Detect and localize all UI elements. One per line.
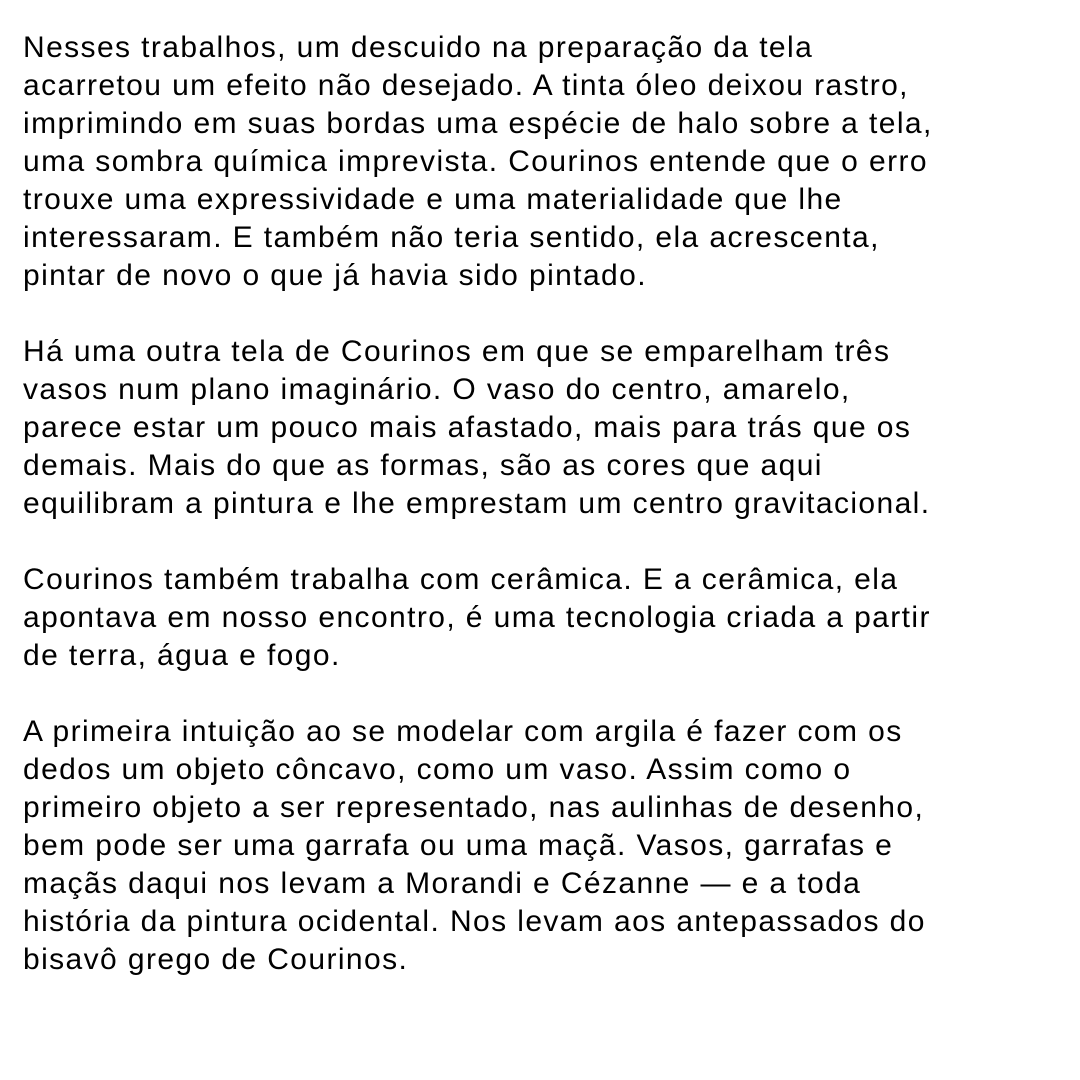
- paragraph-line: demais. Mais do que as formas, são as cores que aqui: [23, 449, 823, 482]
- paragraph-1: [23, 29, 1063, 295]
- paragraph-line: Nesses trabalhos, um descuido na preparação da tela: [23, 31, 814, 64]
- paragraph-4: [23, 713, 1063, 979]
- paragraph-line: bem pode ser uma garrafa ou uma maçã. Vasos, garrafas e: [23, 829, 894, 862]
- paragraph-line: bisavô grego de Courinos.: [23, 943, 409, 976]
- paragraph-line: Há uma outra tela de Courinos em que se emparelham três: [23, 335, 891, 368]
- text-page: [23, 29, 1063, 1017]
- paragraph-line: dedos um objeto côncavo, como um vaso. Assim como o: [23, 753, 852, 786]
- paragraph-2: [23, 333, 1063, 523]
- paragraph-line: pintar de novo o que já havia sido pintado.: [23, 259, 647, 292]
- paragraph-line: primeiro objeto a ser representado, nas aulinhas de desenho,: [23, 791, 925, 824]
- paragraph-line: Courinos também trabalha com cerâmica. E a cerâmica, ela: [23, 563, 899, 596]
- paragraph-line: de terra, água e fogo.: [23, 639, 341, 672]
- paragraph-line: acarretou um efeito não desejado. A tinta óleo deixou rastro,: [23, 69, 909, 102]
- paragraph-line: uma sombra química imprevista. Courinos entende que o erro: [23, 145, 928, 178]
- paragraph-line: vasos num plano imaginário. O vaso do centro, amarelo,: [23, 373, 851, 406]
- paragraph-line: parece estar um pouco mais afastado, mais para trás que os: [23, 411, 912, 444]
- paragraph-line: trouxe uma expressividade e uma materialidade que lhe: [23, 183, 843, 216]
- paragraph-line: A primeira intuição ao se modelar com argila é fazer com os: [23, 715, 903, 748]
- paragraph-line: equilibram a pintura e lhe emprestam um centro gravitacional.: [23, 487, 931, 520]
- paragraph-line: imprimindo em suas bordas uma espécie de halo sobre a tela,: [23, 107, 933, 140]
- paragraph-line: história da pintura ocidental. Nos levam aos antepassados do: [23, 905, 926, 938]
- paragraph-line: maçãs daqui nos levam a Morandi e Cézanne — e a toda: [23, 867, 862, 900]
- paragraph-line: interessaram. E também não teria sentido, ela acrescenta,: [23, 221, 880, 254]
- paragraph-line: apontava em nosso encontro, é uma tecnologia criada a partir: [23, 601, 931, 634]
- paragraph-3: [23, 561, 1063, 675]
